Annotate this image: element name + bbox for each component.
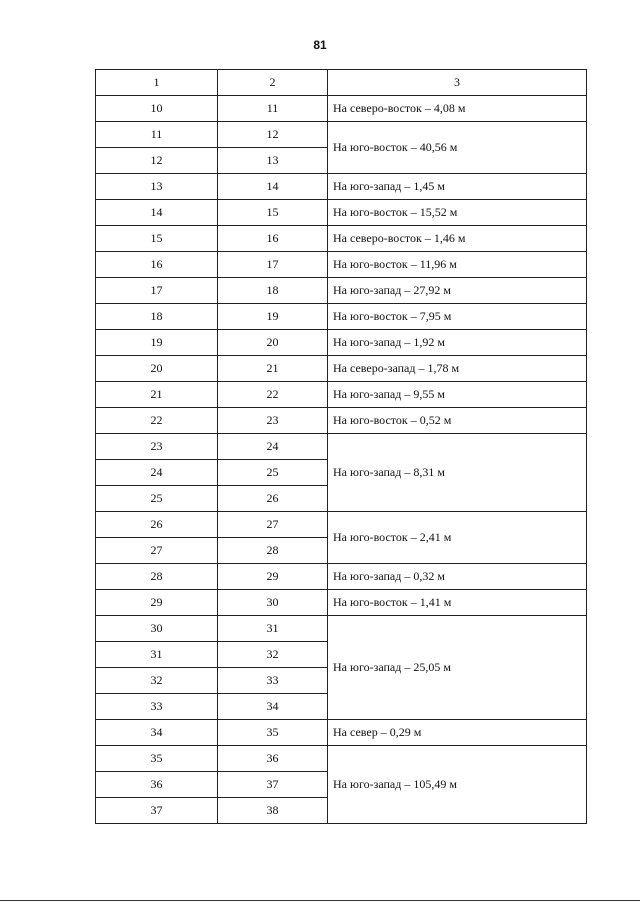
table-row	[96, 174, 587, 200]
point-from-cell: 24	[96, 460, 218, 486]
point-to-cell: 35	[218, 720, 328, 746]
point-to-cell: 29	[218, 564, 328, 590]
direction-distance-cell: На юго-восток – 7,95 м	[328, 304, 587, 330]
point-from-cell: 10	[96, 96, 218, 122]
table-row	[96, 304, 587, 330]
point-to-cell: 12	[218, 122, 328, 148]
direction-distance-cell: На юго-запад – 25,05 м	[328, 616, 587, 720]
header-row	[96, 70, 587, 96]
point-from-cell: 34	[96, 720, 218, 746]
bottom-rule	[0, 900, 640, 901]
point-from-cell: 36	[96, 772, 218, 798]
table-row	[96, 122, 587, 148]
point-to-cell: 36	[218, 746, 328, 772]
point-from-cell: 13	[96, 174, 218, 200]
table-row	[96, 252, 587, 278]
point-to-cell: 28	[218, 538, 328, 564]
direction-distance-cell: На юго-запад – 1,92 м	[328, 330, 587, 356]
table-row	[96, 278, 587, 304]
table-row	[96, 96, 587, 122]
point-to-cell: 33	[218, 668, 328, 694]
point-from-cell: 11	[96, 122, 218, 148]
direction-distance-cell: На юго-запад – 8,31 м	[328, 434, 587, 512]
point-to-cell: 18	[218, 278, 328, 304]
point-from-cell: 27	[96, 538, 218, 564]
point-to-cell: 14	[218, 174, 328, 200]
direction-distance-cell: На юго-восток – 0,52 м	[328, 408, 587, 434]
point-to-cell: 17	[218, 252, 328, 278]
point-from-cell: 15	[96, 226, 218, 252]
table-row	[96, 616, 587, 642]
point-to-cell: 15	[218, 200, 328, 226]
point-to-cell: 38	[218, 798, 328, 824]
page-number: 81	[313, 38, 327, 52]
point-from-cell: 18	[96, 304, 218, 330]
point-from-cell: 12	[96, 148, 218, 174]
point-to-cell: 23	[218, 408, 328, 434]
direction-distance-cell: На юго-запад – 0,32 м	[328, 564, 587, 590]
point-to-cell: 26	[218, 486, 328, 512]
direction-distance-cell: На север – 0,29 м	[328, 720, 587, 746]
direction-distance-cell: На северо-восток – 1,46 м	[328, 226, 587, 252]
point-from-cell: 19	[96, 330, 218, 356]
direction-distance-cell: На юго-восток – 40,56 м	[328, 122, 587, 174]
point-to-cell: 30	[218, 590, 328, 616]
point-to-cell: 21	[218, 356, 328, 382]
point-to-cell: 37	[218, 772, 328, 798]
direction-distance-cell: На юго-восток – 2,41 м	[328, 512, 587, 564]
boundary-table	[95, 69, 587, 824]
point-to-cell: 27	[218, 512, 328, 538]
point-from-cell: 30	[96, 616, 218, 642]
table-row	[96, 564, 587, 590]
table-row	[96, 330, 587, 356]
point-to-cell: 31	[218, 616, 328, 642]
direction-distance-cell: На юго-запад – 1,45 м	[328, 174, 587, 200]
direction-distance-cell: На юго-восток – 11,96 м	[328, 252, 587, 278]
table-row	[96, 434, 587, 460]
point-from-cell: 35	[96, 746, 218, 772]
table-row	[96, 512, 587, 538]
header-col-3: 3	[328, 70, 587, 96]
point-from-cell: 20	[96, 356, 218, 382]
point-from-cell: 33	[96, 694, 218, 720]
table-row	[96, 356, 587, 382]
point-from-cell: 17	[96, 278, 218, 304]
table-row	[96, 226, 587, 252]
point-to-cell: 25	[218, 460, 328, 486]
header-col-2: 2	[218, 70, 328, 96]
point-from-cell: 16	[96, 252, 218, 278]
direction-distance-cell: На юго-запад – 9,55 м	[328, 382, 587, 408]
direction-distance-cell: На юго-восток – 15,52 м	[328, 200, 587, 226]
table-row	[96, 382, 587, 408]
table-row	[96, 200, 587, 226]
point-from-cell: 31	[96, 642, 218, 668]
table-row	[96, 720, 587, 746]
point-to-cell: 11	[218, 96, 328, 122]
header-col-1: 1	[96, 70, 218, 96]
point-from-cell: 29	[96, 590, 218, 616]
direction-distance-cell: На юго-запад – 27,92 м	[328, 278, 587, 304]
point-from-cell: 25	[96, 486, 218, 512]
point-to-cell: 13	[218, 148, 328, 174]
point-to-cell: 24	[218, 434, 328, 460]
point-from-cell: 28	[96, 564, 218, 590]
direction-distance-cell: На северо-запад – 1,78 м	[328, 356, 587, 382]
point-from-cell: 22	[96, 408, 218, 434]
point-to-cell: 20	[218, 330, 328, 356]
table-row	[96, 408, 587, 434]
direction-distance-cell: На юго-запад – 105,49 м	[328, 746, 587, 824]
point-from-cell: 37	[96, 798, 218, 824]
point-from-cell: 23	[96, 434, 218, 460]
table-row	[96, 746, 587, 772]
point-to-cell: 19	[218, 304, 328, 330]
point-from-cell: 32	[96, 668, 218, 694]
point-to-cell: 34	[218, 694, 328, 720]
point-to-cell: 16	[218, 226, 328, 252]
point-to-cell: 22	[218, 382, 328, 408]
direction-distance-cell: На юго-восток – 1,41 м	[328, 590, 587, 616]
table-row	[96, 590, 587, 616]
point-from-cell: 21	[96, 382, 218, 408]
point-to-cell: 32	[218, 642, 328, 668]
point-from-cell: 26	[96, 512, 218, 538]
direction-distance-cell: На северо-восток – 4,08 м	[328, 96, 587, 122]
point-from-cell: 14	[96, 200, 218, 226]
